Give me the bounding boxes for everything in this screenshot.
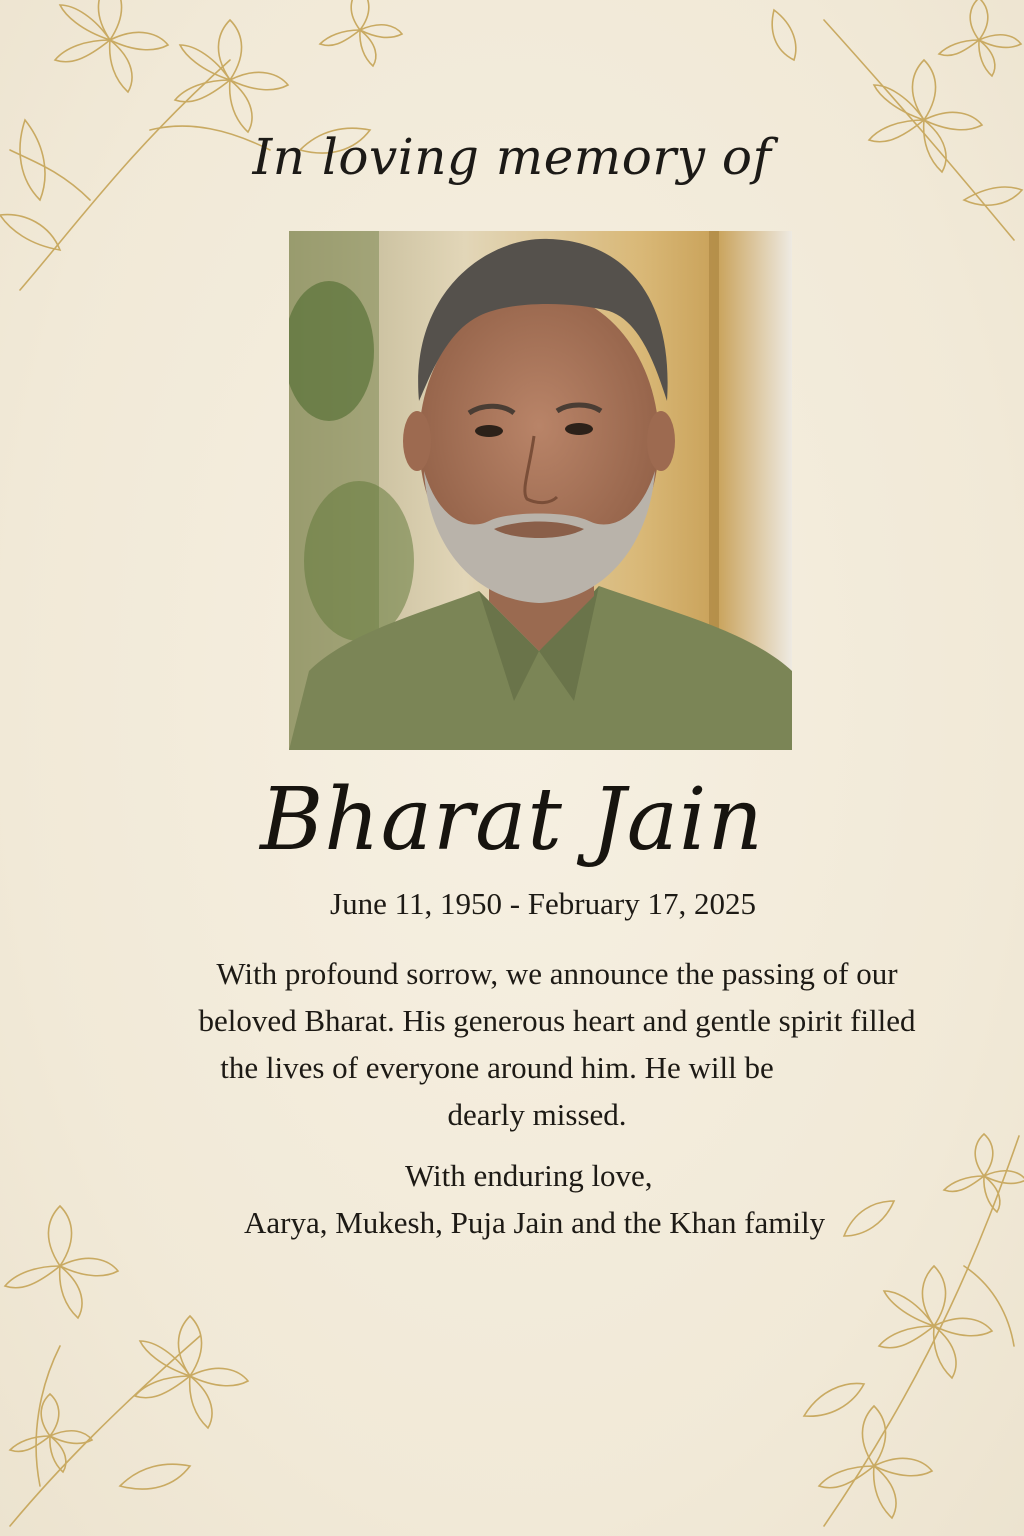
memorial-message [134, 950, 980, 1138]
life-dates: June 11, 1950 - February 17, 2025 [330, 886, 756, 921]
signatories-text: Aarya, Mukesh, Puja Jain and the Khan family [244, 1205, 826, 1240]
closing-text: With enduring love, [405, 1158, 653, 1193]
message-line: With profound sorrow, we announce the passing of our [216, 956, 898, 991]
deceased-name: Bharat Jain [260, 770, 764, 870]
portrait-photo [289, 231, 792, 750]
floral-corner-top-right-icon [764, 0, 1024, 250]
message-line: dearly missed. [447, 1097, 627, 1132]
floral-corner-bottom-left-icon [0, 1186, 280, 1536]
memorial-heading: In loving memory of [252, 128, 772, 186]
message-line: the lives of everyone around him. He will be [220, 1050, 774, 1085]
message-line: beloved Bharat. His generous heart and gentle spirit filled [198, 1003, 916, 1038]
floral-corner-bottom-right-icon [764, 1116, 1024, 1536]
